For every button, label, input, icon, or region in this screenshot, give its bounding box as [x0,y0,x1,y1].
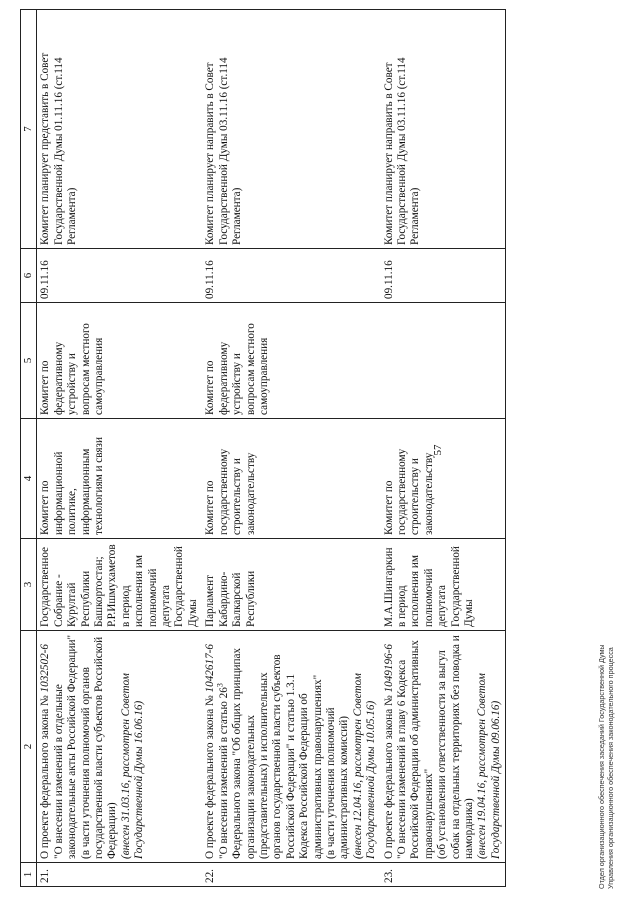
co-executor-committee [381,303,506,419]
initiator: М.А.Шингаркин в период исполнения им полномочий депутата Государственной Думы [381,539,506,631]
footer-line: Отдел организационного обеспечения заседаний Государственной Думы [597,644,606,889]
bill-description [202,631,380,863]
bills-register-table [20,9,506,887]
bill-dates: (внесен 19.04.16, рассмотрен Советом Государственной Думы 09.06.16) [476,673,502,859]
footer-line: Управления организационного обеспечения законодательного процесса [605,647,615,889]
committee-plan: Комитет планирует представить в Совет Государственной Думы 01.11.16 (ст.114 Регламента) [37,10,202,249]
bill-prefix: О проекте федерального закона № [39,692,52,859]
column-number: 4 [21,419,37,539]
bill-dates: (внесен 12.04.16, рассмотрен Советом Государственной Думы 10.05.16) [351,673,378,859]
column-number: 6 [21,249,37,303]
column-number: 5 [21,303,37,419]
responsible-committee: Комитет по государственному строительству и законодательству [202,419,380,539]
column-number-row [21,10,37,887]
row-number: 22. [202,863,380,887]
initiator: Парламент Кабардино-Балкарской Республики [202,539,380,631]
bill-number: 1032502-6 [39,644,52,693]
bill-description [37,631,202,863]
bill-title [214,634,325,859]
bill-title: "О внесении изменений в главу 6 Кодекса Российской Федерации об административных правонарушениях" [395,640,435,859]
bill-title-part: Федерального закона "Об общих принципах организации законодательных (представительных) и исполнительных органов государственной власти субъектов Российской Федерации" и статью 1.3.1 Кодекса Российской Федерации об административных правонарушениях" [231,647,324,859]
responsible-committee: Комитет по информационной политике, информационным технологиям и связи [37,419,202,539]
row-number: 21. [37,863,202,887]
column-number: 7 [21,10,37,249]
bill-note: (в части уточнения полномочий органов государственной власти субъектов Российской Федерации) [79,636,119,859]
bill-title: "О внесении изменений в отдельные законодательные акты Российской Федерации" [52,634,79,859]
column-number: 2 [21,631,37,863]
responsible-committee: Комитет по государственному строительству и законодательству [381,419,506,539]
bill-heading [383,634,396,859]
bill-number: 1049196-6 [382,644,395,693]
co-executor-committee: Комитет по федеративному устройству и вопросам местного самоуправления [202,303,380,419]
table-row [202,10,380,887]
bill-description [381,631,506,863]
bill-number: 1042617-6 [204,644,217,693]
committee-plan: Комитет планирует направить в Совет Государственной Думы 03.11.16 (ст.114 Регламента) [202,10,380,249]
table-row [37,10,202,887]
bill-note: (об установлении ответственности за выгул собак на отдельных территориях без поводка и намордника) [436,635,475,859]
bill-prefix: О проекте федерального закона № [204,692,217,859]
bill-title-part: "О внесении изменений в статью 26 [217,687,230,859]
column-number: 3 [21,539,37,631]
table-row [381,10,506,887]
co-executor-committee: Комитет по федеративному устройству и вопросам местного самоуправления [37,303,202,419]
row-number: 23. [381,863,506,887]
bill-dates: (внесен 31.03.16, рассмотрен Советом Государственной Думы 16.06.16) [119,673,146,859]
review-date: 09.11.16 [381,249,506,303]
bill-note: (в части уточнения полномочий административных комиссий) [324,707,351,859]
bill-prefix: О проекте федерального закона № [382,692,395,859]
bill-heading [204,634,217,859]
committee-plan: Комитет планирует направить в Совет Государственной Думы 03.11.16 (ст.114 Регламента) [381,10,506,249]
initiator: Государственное Собрание - Курултай Республики Башкортостан; Р.Р.Ишмухаметов в период исполнения им полномочий депутата Государственной Думы [37,539,202,631]
bill-heading [39,634,52,859]
column-number: 1 [21,863,37,887]
review-date: 09.11.16 [37,249,202,303]
superscript: 3 [214,683,224,688]
footer-note [598,589,615,889]
page-number: 57 [432,444,444,456]
review-date: 09.11.16 [202,249,380,303]
